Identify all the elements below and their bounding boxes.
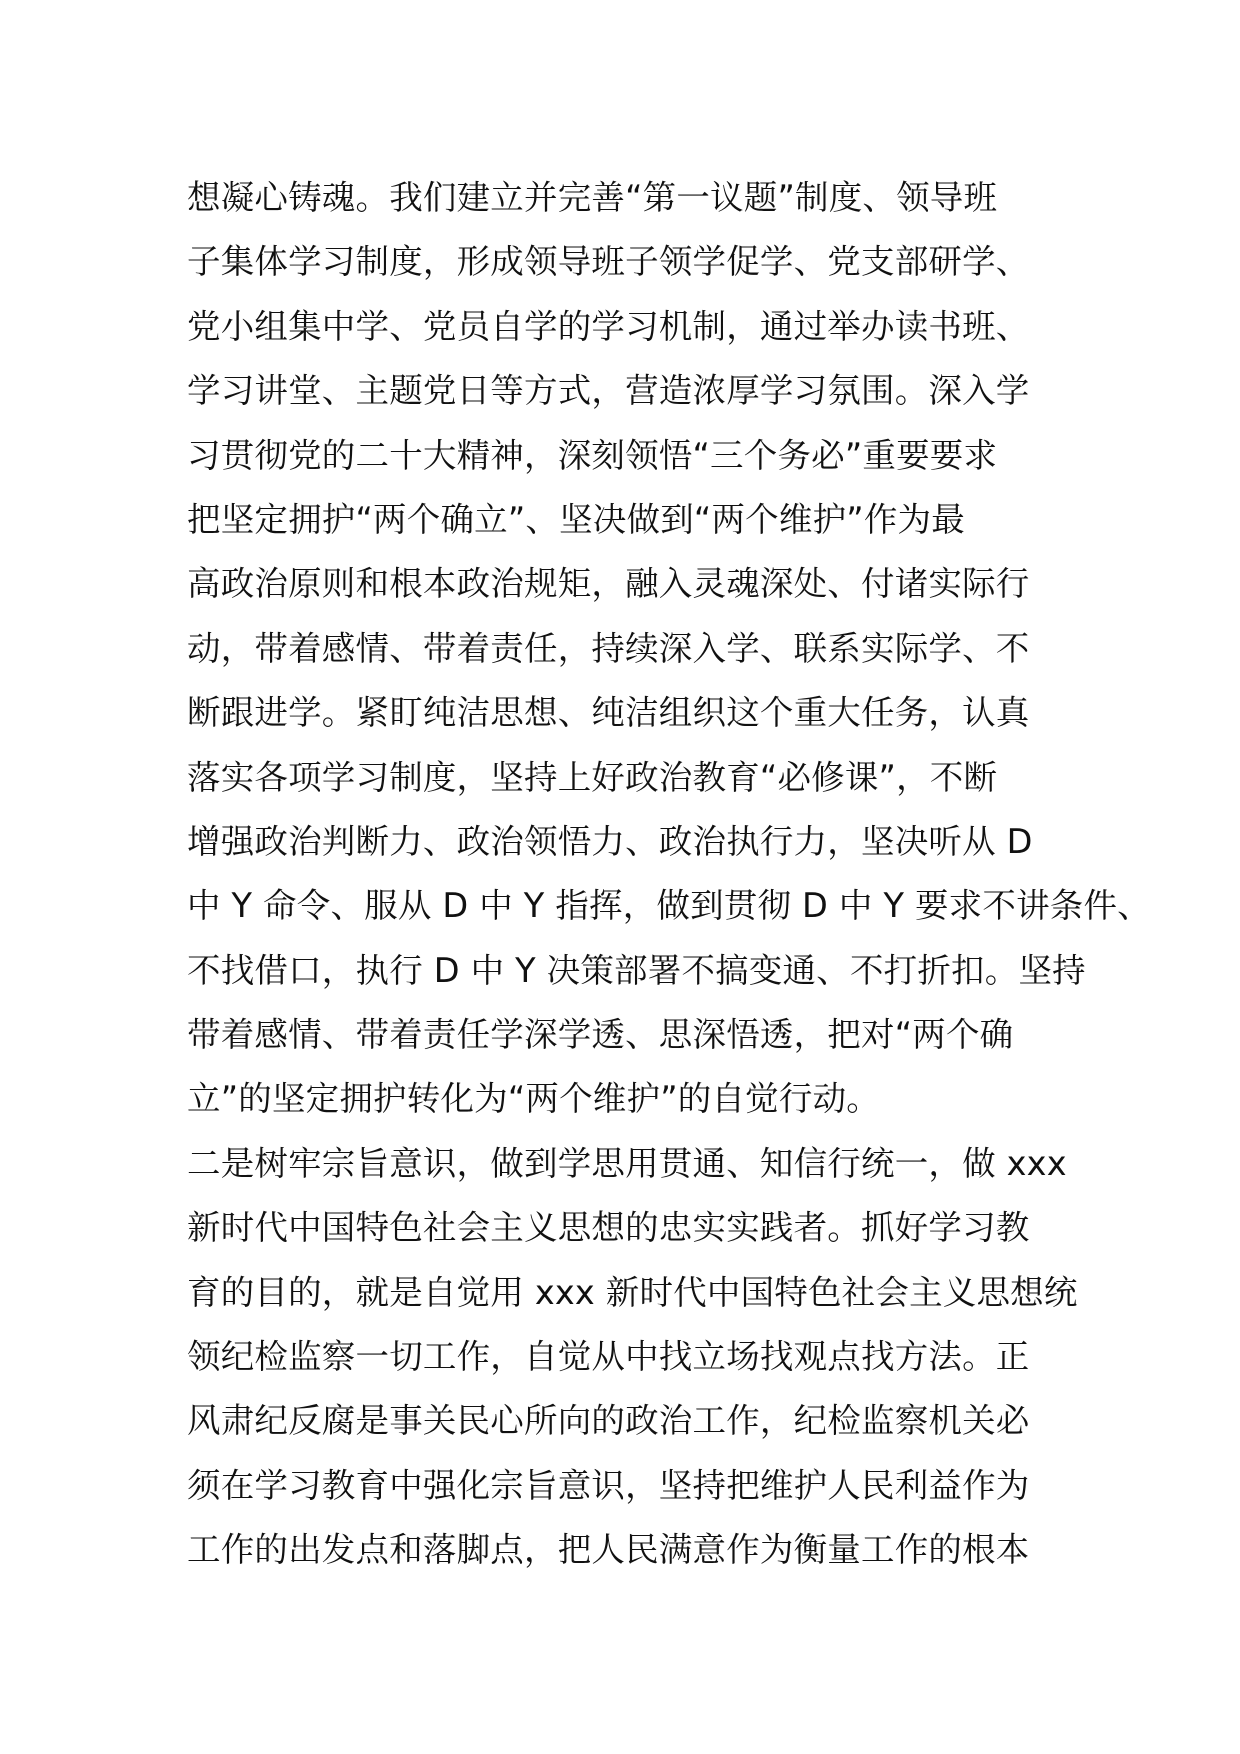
text-line-14: 带着感情、带着责任学深学透、思深悟透，把对“两个确 xyxy=(187,1015,1014,1055)
text-line-3: 党小组集中学、党员自学的学习机制，通过举办读书班、 xyxy=(187,306,1030,346)
text-line-22: 工作的出发点和落脚点，把人民满意作为衡量工作的根本 xyxy=(187,1530,1030,1570)
text-line-11: 增强政治判断力、政治领悟力、政治执行力，坚决听从 D xyxy=(187,821,1033,861)
text-line-21: 须在学习教育中强化宗旨意识，坚持把维护人民利益作为 xyxy=(187,1465,1030,1505)
text-line-4: 学习讲堂、主题党日等方式，营造浓厚学习氛围。深入学 xyxy=(187,371,1030,411)
text-line-7: 高政治原则和根本政治规矩，融入灵魂深处、付诸实际行 xyxy=(187,564,1030,604)
text-line-17: 新时代中国特色社会主义思想的忠实实践者。抓好学习教 xyxy=(187,1208,1030,1248)
text-line-8: 动，带着感情、带着责任，持续深入学、联系实际学、不 xyxy=(187,628,1030,668)
text-line-12: 中 Y 命令、服从 D 中 Y 指挥，做到贯彻 D 中 Y 要求不讲条件、 xyxy=(187,886,1151,926)
text-line-18: 育的目的，就是自觉用 xxx 新时代中国特色社会主义思想统 xyxy=(187,1272,1078,1312)
text-line-15: 立”的坚定拥护转化为“两个维护”的自觉行动。 xyxy=(187,1079,880,1119)
text-line-20: 风肃纪反腐是事关民心所向的政治工作，纪检监察机关必 xyxy=(187,1401,1030,1441)
text-line-1: 想凝心铸魂。我们建立并完善“第一议题”制度、领导班 xyxy=(187,178,998,217)
text-line-10: 落实各项学习制度，坚持上好政治教育“必修课”，不断 xyxy=(187,757,998,797)
text-line-5: 习贯彻党的二十大精神，深刻领悟“三个务必”重要要求 xyxy=(187,435,998,475)
text-line-16: 二是树牢宗旨意识，做到学思用贯通、知信行统一，做 xxx xyxy=(187,1143,1067,1183)
text-line-13: 不找借口，执行 D 中 Y 决策部署不搞变通、不打折扣。坚持 xyxy=(187,950,1086,990)
text-line-2: 子集体学习制度，形成领导班子领学促学、党支部研学、 xyxy=(187,242,1030,282)
text-line-19: 领纪检监察一切工作，自觉从中找立场找观点找方法。正 xyxy=(187,1337,1030,1377)
text-line-6: 把坚定拥护“两个确立”、坚决做到“两个维护”作为最 xyxy=(187,499,965,539)
text-line-9: 断跟进学。紧盯纯洁思想、纯洁组织这个重大任务，认真 xyxy=(187,693,1030,733)
body-text xyxy=(187,166,1151,1583)
